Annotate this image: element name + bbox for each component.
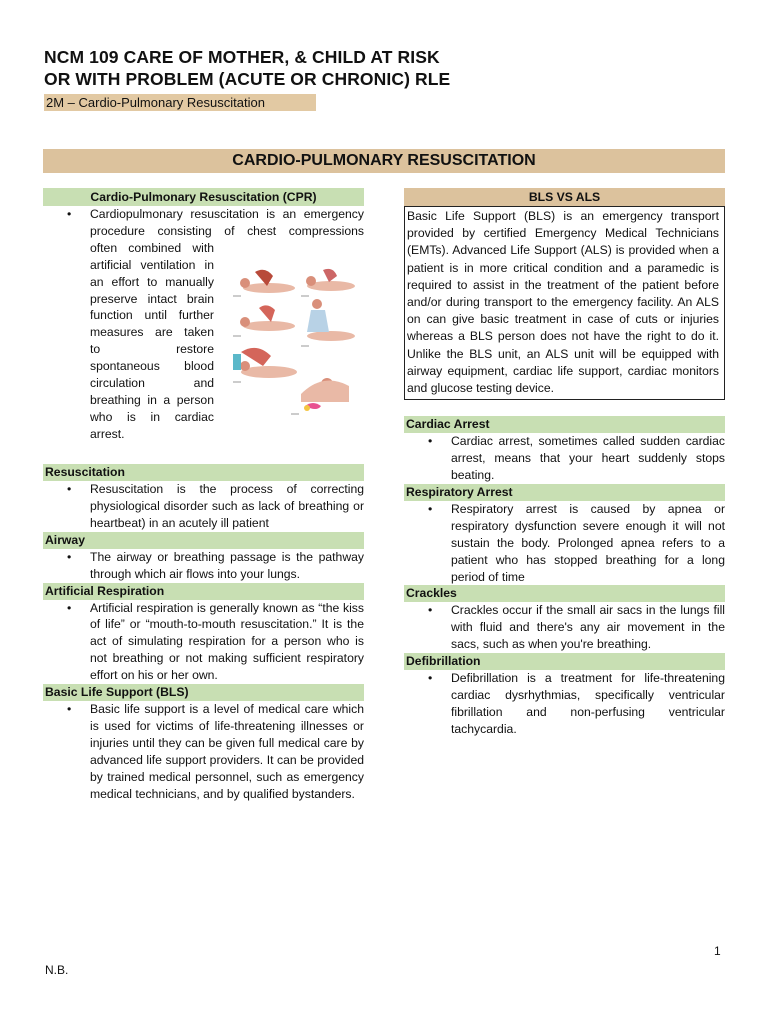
cpr-line-13: who is in cardiac — [90, 409, 214, 424]
cpr-illustration — [231, 266, 359, 418]
cpr-step-4-image — [301, 299, 355, 346]
left-column — [43, 188, 364, 803]
bls-heading: Basic Life Support (BLS) — [43, 684, 364, 701]
cpr-line-11: circulation and — [90, 376, 214, 391]
cpr-step-2-image — [301, 269, 355, 296]
footer-initials: N.B. — [45, 963, 69, 977]
defibrillation-heading: Defibrillation — [404, 653, 725, 670]
subtitle: 2M – Cardio-Pulmonary Resuscitation — [44, 94, 316, 111]
title-line-2: OR WITH PROBLEM (ACUTE OR CHRONIC) RLE — [44, 69, 451, 89]
spacer — [404, 400, 725, 416]
cpr-line-6: preserve intact brain — [90, 291, 214, 306]
resuscitation-heading: Resuscitation — [43, 464, 364, 481]
cpr-line-14: arrest. — [90, 426, 125, 441]
cpr-line-7: function until further — [90, 308, 214, 323]
cpr-line-4: artificial ventilation in — [90, 257, 214, 272]
resuscitation-definition: • Resuscitation is the process of correcting physiological disorder such as lack of breathing or heartbeat) in an acutely ill patient — [43, 481, 364, 532]
cpr-line-2: procedure consisting of chest compressions — [90, 223, 364, 238]
artificial-respiration-heading: Artificial Respiration — [43, 583, 364, 600]
cpr-line-1: • Cardiopulmonary resuscitation is an emergency — [90, 207, 364, 221]
respiratory-arrest-heading: Respiratory Arrest — [404, 484, 725, 501]
cpr-line-10: spontaneous blood — [90, 359, 214, 374]
cpr-line-8: measures are taken — [90, 325, 214, 340]
document-title — [44, 46, 724, 90]
bls-definition: • Basic life support is a level of medical care which is used for victims of life-threatening illnesses or injuries until they can be given full medical care by advanced life support providers. It can be provided by trained medical personnel, such as emergency medical technicians, and by qualified bystanders. — [43, 701, 364, 802]
cpr-step-6-image — [291, 378, 349, 414]
cpr-step-1-image — [233, 270, 295, 296]
respiratory-arrest-definition: • Respiratory arrest is caused by apnea or respiratory dysfunction severe enough it will not sustain the body. Prolonged apnea refers to a patient who has stopped breathing for a long period of time — [404, 501, 725, 586]
cpr-step-3-image — [233, 305, 295, 336]
airway-heading: Airway — [43, 532, 364, 549]
page-number: 1 — [714, 944, 721, 958]
title-line-1: NCM 109 CARE OF MOTHER, & CHILD AT RISK — [44, 47, 440, 67]
bls-vs-als-heading: BLS VS ALS — [404, 188, 725, 206]
cpr-line-9: to restore — [90, 342, 214, 357]
cpr-step-5-image — [233, 348, 297, 382]
cpr-line-3: often combined with — [90, 240, 214, 255]
cpr-heading: Cardio-Pulmonary Resuscitation (CPR) — [43, 188, 364, 206]
cardiac-arrest-heading: Cardiac Arrest — [404, 416, 725, 433]
artificial-respiration-definition: • Artificial respiration is generally known as “the kiss of life” or “mouth-to-mouth resuscitation.” It is the act of simulating respiration for a person who is not breathing or not making sufficient respiratory effort on his or her own. — [43, 600, 364, 685]
bls-vs-als-box: Basic Life Support (BLS) is an emergency transport provided by certified Emergency Medical Technicians (EMTs). Advanced Life Support (ALS) is provided when a patient is in more critical condition and a paramedic is required to assist in the treatment of the patient before and/or during transport to the emergency facility. An ALS on can give basic treatment in case of cuts or injuries whereas a BLS person does not have the right to do it. Unlike the BLS unit, an ALS unit will be equipped with airway equipment, cardiac life support, cardiac monitors and glucose testing device. — [404, 206, 725, 400]
cpr-line-12: breathing in a person — [90, 392, 214, 407]
crackles-heading: Crackles — [404, 585, 725, 602]
right-column — [404, 188, 725, 738]
defibrillation-definition: • Defibrillation is a treatment for life-threatening cardiac dysrhythmias, specifically ventricular fibrillation and non-perfusing ventricular tachycardia. — [404, 670, 725, 738]
crackles-definition: • Crackles occur if the small air sacs in the lungs fill with fluid and there's any air movement in the sacs, such as when you're breathing. — [404, 602, 725, 653]
airway-definition: • The airway or breathing passage is the pathway through which air flows into your lungs. — [43, 549, 364, 583]
cpr-line-5: an effort to manually — [90, 274, 214, 289]
section-banner: CARDIO-PULMONARY RESUSCITATION — [43, 149, 725, 173]
cardiac-arrest-definition: • Cardiac arrest, sometimes called sudden cardiac arrest, means that your heart suddenly stops beating. — [404, 433, 725, 484]
cpr-section — [43, 206, 364, 464]
